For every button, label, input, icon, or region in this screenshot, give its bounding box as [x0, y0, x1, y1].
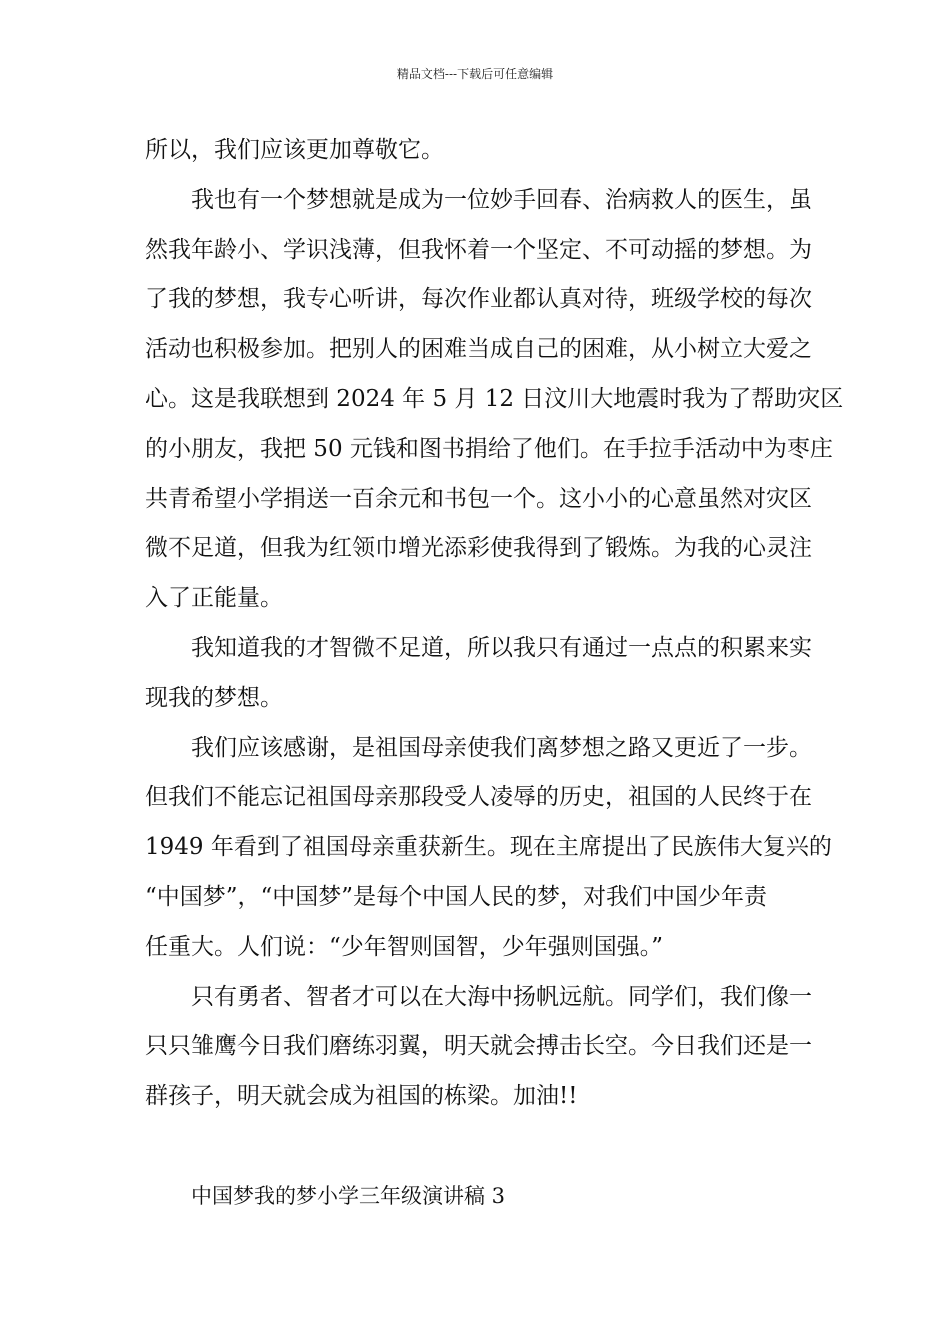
text-line: 只有勇者、智者才可以在大海中扬帆远航。同学们，我们像一: [191, 983, 812, 1010]
text-line: 群孩子，明天就会成为祖国的栋梁。加油!!: [145, 1083, 578, 1110]
text-line: 1949 年看到了祖国母亲重获新生。现在主席提出了民族伟大复兴的: [145, 834, 832, 861]
blank-line: [145, 1122, 810, 1172]
section-title: 中国梦我的梦小学三年级演讲稿 3: [191, 1183, 506, 1208]
text-line: 任重大。人们说：“少年智则国智，少年强则国强。”: [145, 933, 664, 960]
text-line: 所以，我们应该更加尊敬它。: [145, 137, 444, 163]
text-line: 入了正能量。: [145, 585, 283, 612]
text-line: 我也有一个梦想就是成为一位妙手回春、治病救人的医生，虽: [191, 186, 812, 213]
text-line: 心。这是我联想到 2024 年 5 月 12 日汶川大地震时我为了帮助灾区: [145, 385, 844, 412]
text-line: 但我们不能忘记祖国母亲那段受人凌辱的历史，祖国的人民终于在: [145, 784, 812, 811]
document-body: [145, 126, 844, 1222]
text-line: 只只雏鹰今日我们磨练羽翼，明天就会搏击长空。今日我们还是一: [145, 1033, 812, 1060]
text-line: 了我的梦想，我专心听讲，每次作业都认真对待，班级学校的每次: [145, 286, 812, 313]
text-line: “中国梦”，“中国梦”是每个中国人民的梦，对我们中国少年责: [145, 883, 768, 910]
text-line: 我知道我的才智微不足道，所以我只有通过一点点的积累来实: [191, 634, 812, 661]
text-line: 然我年龄小、学识浅薄，但我怀着一个坚定、不可动摇的梦想。为: [145, 236, 812, 263]
text-line: 活动也积极参加。把别人的困难当成自己的困难，从小树立大爱之: [145, 336, 812, 363]
text-line: 共青希望小学捐送一百余元和书包一个。这小小的心意虽然对灾区: [145, 485, 812, 512]
text-line: 微不足道，但我为红领巾增光添彩使我得到了锻炼。为我的心灵注: [145, 535, 812, 562]
text-line: 我们应该感谢，是祖国母亲使我们离梦想之路又更近了一步。: [191, 734, 812, 761]
text-line: 的小朋友，我把 50 元钱和图书捐给了他们。在手拉手活动中为枣庄: [145, 435, 833, 462]
page-header: 精品文档---下载后可任意编辑: [396, 67, 554, 81]
text-line: 现我的梦想。: [145, 684, 283, 711]
